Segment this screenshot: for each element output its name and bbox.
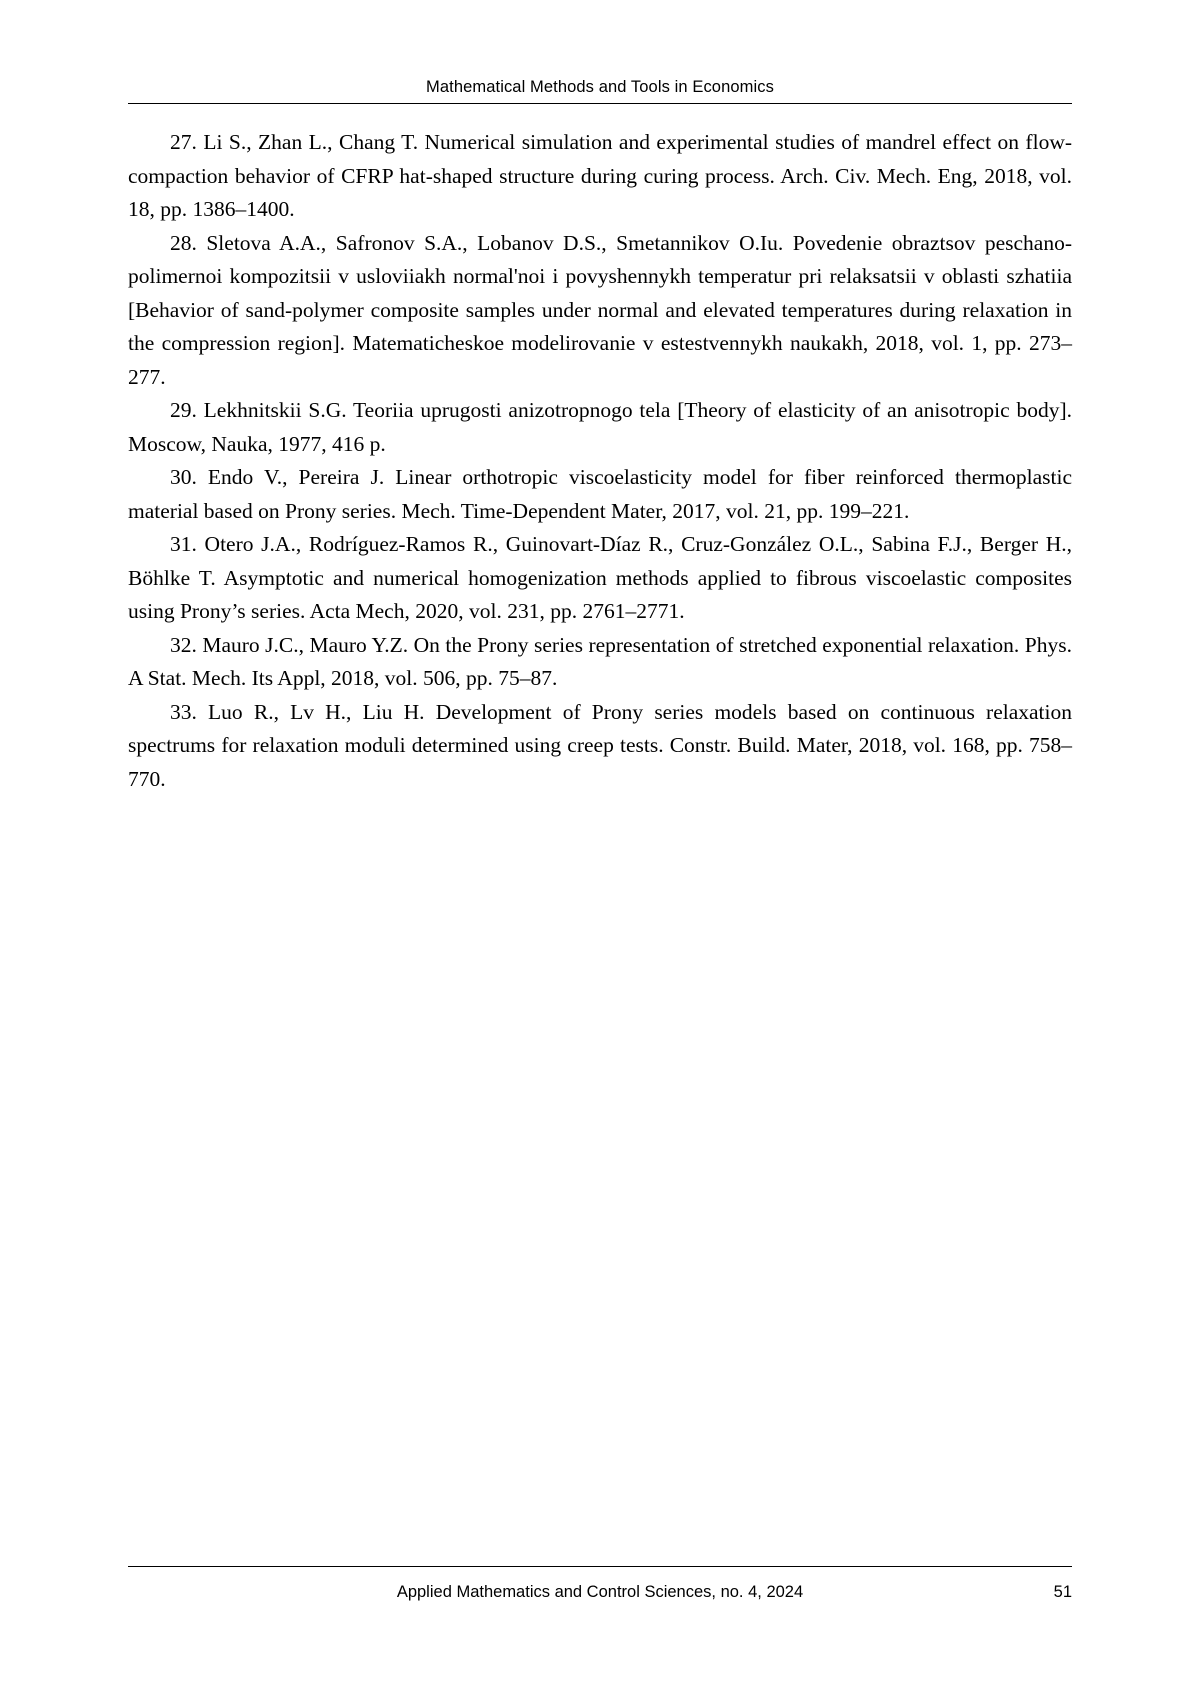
list-item: 33. Luo R., Lv H., Liu H. Development of Prony series models based on continuous relaxation spectrums for relaxation moduli determined using creep tests. Constr. Build. Mater, 2018, vol. 168, pp. 758–770.	[128, 699, 1072, 791]
list-item: 32. Mauro J.C., Mauro Y.Z. On the Prony series representation of stretched exponential relaxation. Phys. A Stat. Mech. Its Appl, 2018, vol. 506, pp. 75–87.	[128, 632, 1072, 690]
list-item: 27. Li S., Zhan L., Chang T. Numerical simulation and experimental studies of mandrel effect on flow-compaction behavior of CFRP hat-shaped structure during curing process. Arch. Civ. Mech. Eng, 2018, vol. 18, pp. 1386–1400.	[128, 130, 1072, 221]
list-item: 31. Otero J.A., Rodríguez-Ramos R., Guinovart-Díaz R., Cruz-González O.L., Sabina F.J., Berger H., Böhlke T. Asymptotic and numerical homogenization methods applied to fibrous viscoelastic composites using Prony’s series. Acta Mech, 2020, vol. 231, pp. 2761–2771.	[128, 532, 1072, 623]
page-number: 51	[1053, 1583, 1072, 1601]
header-rule	[128, 103, 1072, 104]
running-head: Mathematical Methods and Tools in Economics	[426, 78, 774, 96]
list-item: 29. Lekhnitskii S.G. Teoriia uprugosti anizotropnogo tela [Theory of elasticity of an anisotropic body]. Moscow, Nauka, 1977, 416 p.	[128, 398, 1072, 456]
footer-journal-title: Applied Mathematics and Control Sciences, no. 4, 2024	[396, 1583, 804, 1601]
list-item: 30. Endo V., Pereira J. Linear orthotropic viscoelasticity model for fiber reinforced thermoplastic material based on Prony series. Mech. Time-Dependent Mater, 2017, vol. 21, pp. 199–221.	[128, 465, 1072, 523]
references-list	[128, 126, 1072, 796]
footer-rule	[128, 1566, 1072, 1567]
list-item: 28. Sletova A.A., Safronov S.A., Lobanov D.S., Smetannikov O.Iu. Povedenie obraztsov peschano-polimernoi kompozitsii v usloviiakh normal'noi i povyshennykh temperatur pri relaksatsii v oblasti szhatiia [Behavior of sand-polymer composite samples under normal and elevated temperatures during relaxation in the compression region]. Matematicheskoe modelirovanie v estestvennykh naukakh, 2018, vol. 1, pp. 273–277.	[128, 230, 1072, 389]
